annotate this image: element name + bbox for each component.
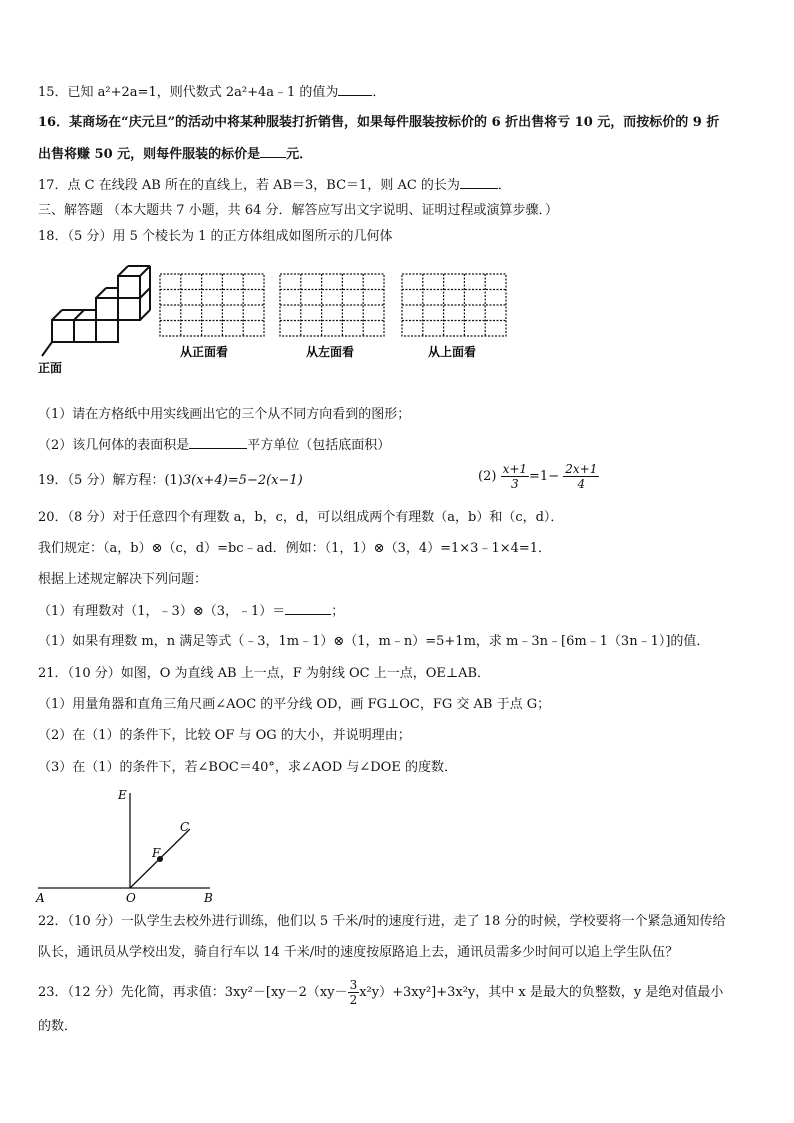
q23-line2: 的数． bbox=[38, 1019, 78, 1034]
front-label: 正面 bbox=[38, 361, 63, 375]
grid-label-front: 从正面看 bbox=[180, 345, 229, 359]
grid-label-top: 从上面看 bbox=[428, 345, 477, 359]
q20-line3: 根据上述规定解决下列问题： bbox=[38, 572, 208, 587]
q22-line1: 22．（10 分）一队学生去校外进行训练，他们以 5 千米/时的速度行进，走了 18 分的时候，学校要将一个紧急通知传给 bbox=[38, 914, 726, 929]
q18-stem: 18．（5 分）用 5 个棱长为 1 的正方体组成如图所示的几何体 bbox=[38, 229, 393, 244]
q21-part1: （1）用量角器和直角三角尺画∠AOC 的平分线 OD，画 FG⊥OC，FG 交 AB 于点 G； bbox=[38, 697, 551, 712]
q20-line2: 我们规定：（a，b）⊗（c，d）=bc﹣ad．例如：（1，1）⊗（3，4）=1×3﹣1×4=1． bbox=[38, 541, 552, 556]
question-15: 15．已知 a²+2a=1，则代数式 2a²+4a﹣1 的值为 ． bbox=[38, 85, 386, 100]
answer-blank bbox=[460, 176, 498, 189]
fraction-1: $\frac{x+1}{3}$ bbox=[502, 462, 528, 491]
q20-line1: 20．（8 分）对于任意四个有理数 a，b，c，d，可以组成两个有理数（a，b）和（c，d）． bbox=[38, 510, 564, 525]
label-b: B bbox=[204, 891, 213, 905]
q20-part1: （1）有理数对（1，﹣3）⊗（3，﹣1）＝ ； bbox=[38, 604, 345, 619]
q19-part1: 19．（5 分）解方程：(1)3(x+4)=5−2(x−1) bbox=[38, 473, 303, 488]
answer-blank bbox=[189, 436, 247, 449]
q16-line1: 16．某商场在“庆元旦”的活动中将某种服装打折销售，如果每件服装按标价的 6 折出售将亏 10 元，而按标价的 9 折 bbox=[38, 115, 720, 130]
q20-part2: （1）如果有理数 m，n 满足等式（﹣3，1m﹣1）⊗（1，m﹣n）=5+1m，求 m﹣3n﹣[6m﹣1（3n﹣1）]的值． bbox=[38, 634, 710, 649]
q21-part2: （2）在（1）的条件下，比较 OF 与 OG 的大小，并说明理由； bbox=[38, 728, 411, 743]
question-16-line2: 出售将赚 50 元，则每件服装的标价是 元． bbox=[38, 147, 313, 162]
q21-figure bbox=[30, 785, 230, 910]
section-3-heading: 三、解答题 （本大题共 7 小题，共 64 分．解答应写出文字说明、证明过程或演算步骤．） bbox=[38, 203, 558, 218]
q22-line2: 队长，通讯员从学校出发，骑自行车以 14 千米/时的速度按原路追上去，通讯员需多少时间可以追上学生队伍？ bbox=[38, 945, 679, 960]
q21-part3: （3）在（1）的条件下，若∠BOC＝40°，求∠AOD 与∠DOE 的度数． bbox=[38, 760, 457, 775]
question-17: 17．点 C 在线段 AB 所在的直线上，若 AB＝3，BC＝1，则 AC 的长为 ． bbox=[38, 178, 511, 193]
grid-label-left: 从左面看 bbox=[306, 345, 355, 359]
grid-left bbox=[280, 274, 384, 336]
cube-solid-figure bbox=[42, 266, 150, 356]
answer-blank bbox=[285, 602, 331, 615]
answer-blank bbox=[338, 83, 372, 96]
q18-part1: （1）请在方格纸中用实线画出它的三个从不同方向看到的图形； bbox=[38, 407, 411, 422]
answer-blank bbox=[260, 145, 286, 158]
label-a: A bbox=[36, 891, 45, 905]
fraction-2: $\frac{2x+1}{4}$ bbox=[565, 462, 598, 491]
label-c: C bbox=[180, 820, 190, 834]
equation-1: 3(x+4)=5−2(x−1) bbox=[182, 473, 303, 488]
q15-text: 15．已知 a²+2a=1，则代数式 2a²+4a﹣1 的值为 bbox=[38, 85, 339, 100]
label-f: F bbox=[152, 846, 161, 860]
label-o: O bbox=[126, 891, 136, 905]
q19-part2: (2) $\frac{x+1}{3}$ =1− $\frac{2x+1}{4}$ bbox=[478, 462, 598, 491]
grid-top bbox=[402, 274, 506, 336]
fraction-3-2: $\frac{3}{2}$ bbox=[349, 978, 358, 1007]
grid-front bbox=[160, 274, 264, 336]
label-e: E bbox=[118, 788, 127, 802]
q21-stem: 21．（10 分）如图，O 为直线 AB 上一点，F 为射线 OC 上一点，OE⊥AB． bbox=[38, 666, 491, 681]
q23-line1: 23．（12 分）先化简，再求值：3xy²－[xy－2（xy－ $\frac{3}{2}$ x²y）+3xy²]+3x²y，其中 x 是最大的负整数，y 是绝对值最小 bbox=[38, 978, 724, 1007]
q18-part2: （2）该几何体的表面积是 平方单位（包括底面积） bbox=[38, 438, 391, 453]
q18-figure bbox=[30, 250, 550, 380]
